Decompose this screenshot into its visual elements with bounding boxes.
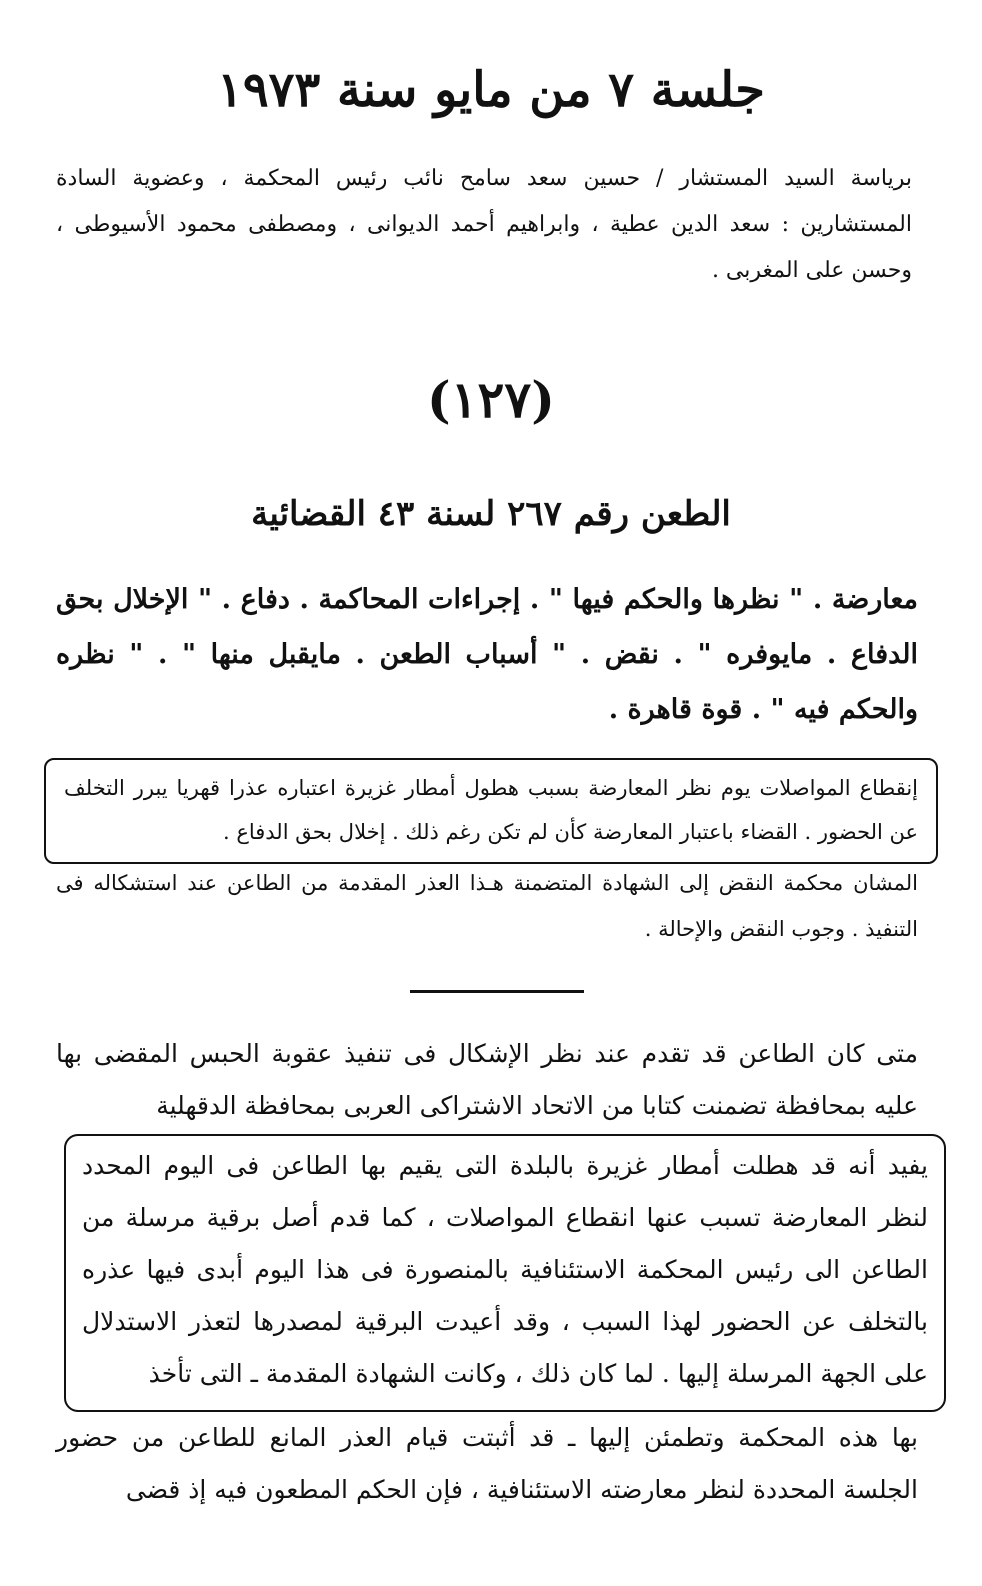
appeal-title: الطعن رقم ٢٦٧ لسنة ٤٣ القضائية (251, 494, 731, 534)
body-paragraph-2: بها هذه المحكمة وتطمئن إليها ـ قد أثبتت قيام العذر المانع للطاعن من حضور الجلسة المحددة لنظر معارضته الاستئنافية ، فإن الحكم المطعون فيه إذ قضى (56, 1423, 918, 1504)
keywords-text: معارضة . " نظرها والحكم فيها " . إجراءات المحاكمة . دفاع . " الإخلال بحق الدفاع . مايوفره " . نقض . " أسباب الطعن . مايقبل منها " . " نظره والحكم فيه " . قوة قاهرة . (56, 584, 918, 725)
summary-box: إنقطاع المواصلات يوم نظر المعارضة بسبب هطول أمطار غزيرة اعتباره عذرا قهريا يبرر التخلف عن الحضور . القضاء باعتبار المعارضة كأن لم تكن رغم ذلك . إخلال بحق الدفاع . (44, 758, 938, 864)
session-title: جلسة ٧ من مايو سنة ١٩٧٣ (217, 62, 765, 118)
body-highlight-box: يفيد أنه قد هطلت أمطار غزيرة بالبلدة التى يقيم بها الطاعن فى اليوم المحدد لنظر المعارضة تسبب عنها انقطاع المواصلات ، كما قدم أصل برقية مرسلة من الطاعن الى رئيس المحكمة الاستئنافية بالمنصورة فى هذا اليوم أبدى فيها عذره بالتخلف عن الحضور لهذا السبب ، وقد أعيدت البرقية لمصدرها لتعذر الاستدلال على الجهة المرسلة إليها . لما كان ذلك ، وكانت الشهادة المقدمة ـ التى تأخذ (64, 1134, 946, 1412)
section-divider (410, 990, 584, 993)
body-paragraph-1: متى كان الطاعن قد تقدم عند نظر الإشكال فى تنفيذ عقوبة الحبس المقضى بها عليه بمحافظة تضمنت كتابا من الاتحاد الاشتراكى العربى بمحافظة الدقهلية (56, 1039, 918, 1120)
case-number: (١٢٧) (427, 370, 555, 429)
presidency-text: برياسة السيد المستشار / حسين سعد سامح نائب رئيس المحكمة ، وعضوية السادة المستشارين : سعد الدين عطية ، وابراهيم أحمد الديوانى ، ومصطفى محمود الأسيوطى ، وحسن على المغربى . (56, 166, 912, 283)
summary-tail: المشان محكمة النقض إلى الشهادة المتضمنة هـذا العذر المقدمة من الطاعن عند استشكاله فى التنفيذ . وجوب النقض والإحالة . (56, 871, 918, 941)
